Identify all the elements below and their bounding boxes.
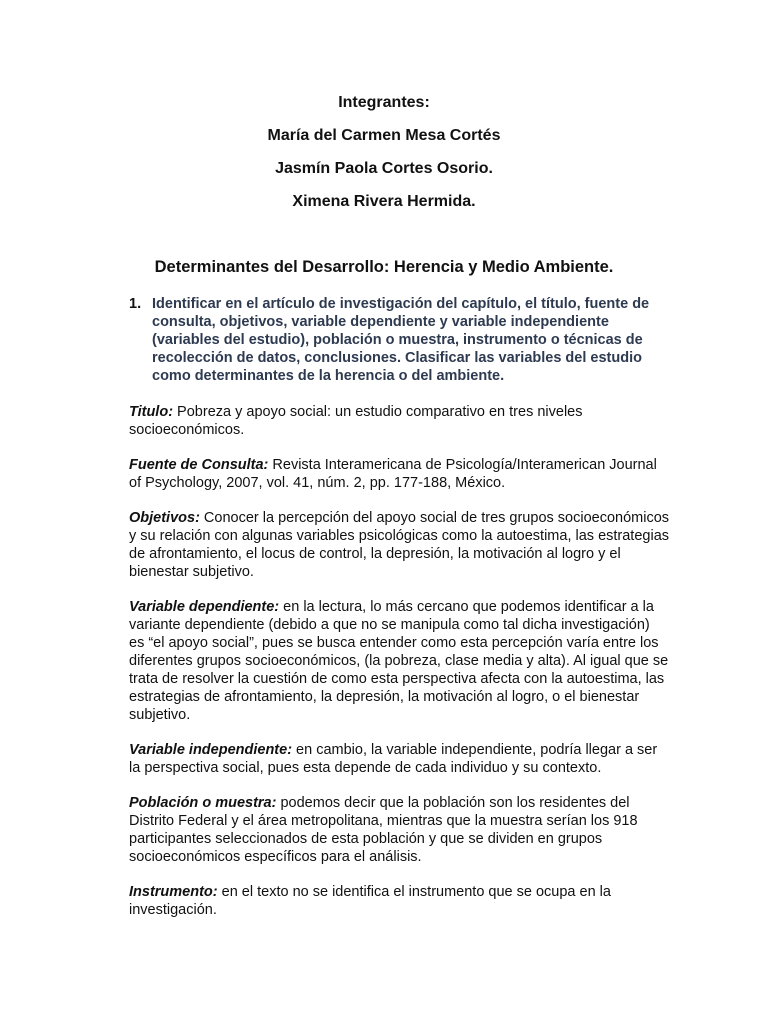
section-label: Fuente de Consulta: [129, 457, 269, 473]
section-poblacion [129, 794, 669, 866]
answers-body [129, 403, 669, 936]
section-label: Objetivos: [129, 510, 200, 526]
section-text: Pobreza y apoyo social: un estudio comparativo en tres niveles socioeconómicos. [129, 404, 583, 438]
member-name: Jasmín Paola Cortes Osorio. [275, 160, 493, 177]
section-objetivos [129, 509, 669, 581]
section-text: en la lectura, lo más cercano que podemos identificar a la variante dependiente (debido a que no se manipula como tal dicha investigación) es “el apoyo social”, pues se busca entender como esta percepción varía entre los diferentes grupos socioeconómicos, (la pobreza, clase media y alta). Al igual que se trata de resolver la cuestión de como esta perspectiva afecta con la autoestima, las estrategias de afrontamiento, la depresión, la motivación al logro, o el bienestar subjetivo. [129, 599, 669, 723]
section-variable-dependiente [129, 598, 669, 724]
members-block [0, 92, 768, 224]
section-label: Titulo: [129, 404, 174, 420]
section-fuente [129, 456, 669, 492]
section-text: podemos decir que la población son los residentes del Distrito Federal y el área metropolitana, mientras que la muestra serían los 918 participantes seleccionados de esta población y que se dividen en grupos socioeconómicos específicos para el análisis. [129, 795, 638, 865]
task-item [129, 295, 659, 385]
document-title: Determinantes del Desarrollo: Herencia y Medio Ambiente. [154, 258, 614, 276]
member-name: María del Carmen Mesa Cortés [267, 127, 501, 144]
section-instrumento [129, 883, 669, 919]
task-number: 1. [129, 296, 142, 312]
section-label: Población o muestra: [129, 795, 277, 811]
section-label: Variable independiente: [129, 742, 293, 758]
task-text: Identificar en el artículo de investigación del capítulo, el título, fuente de consulta, objetivos, variable dependiente y variable independiente (variables del estudio), población o muestra, instrumento o técnicas de recolección de datos, conclusiones. Clasificar las variables del estudio como determinantes de la herencia o del ambiente. [152, 296, 650, 384]
section-text: Revista Interamericana de Psicología/Interamerican Journal of Psychology, 2007, vol. 41, núm. 2, pp. 177-188, México. [129, 457, 657, 491]
member-name: Ximena Rivera Hermida. [292, 193, 476, 210]
section-text: Conocer la percepción del apoyo social de tres grupos socioeconómicos y su relación con algunas variables psicológicas como la autoestima, las estrategias de afrontamiento, el locus de control, la depresión, la motivación al logro y el bienestar subjetivo. [129, 510, 670, 580]
section-variable-independiente [129, 741, 669, 777]
section-label: Instrumento: [129, 884, 218, 900]
section-text: en el texto no se identifica el instrumento que se ocupa en la investigación. [129, 884, 611, 918]
section-text: en cambio, la variable independiente, podría llegar a ser la perspectiva social, pues esta depende de cada individuo y su contexto. [129, 742, 658, 776]
section-label: Variable dependiente: [129, 599, 280, 615]
section-titulo [129, 403, 669, 439]
members-heading: Integrantes: [338, 94, 430, 111]
